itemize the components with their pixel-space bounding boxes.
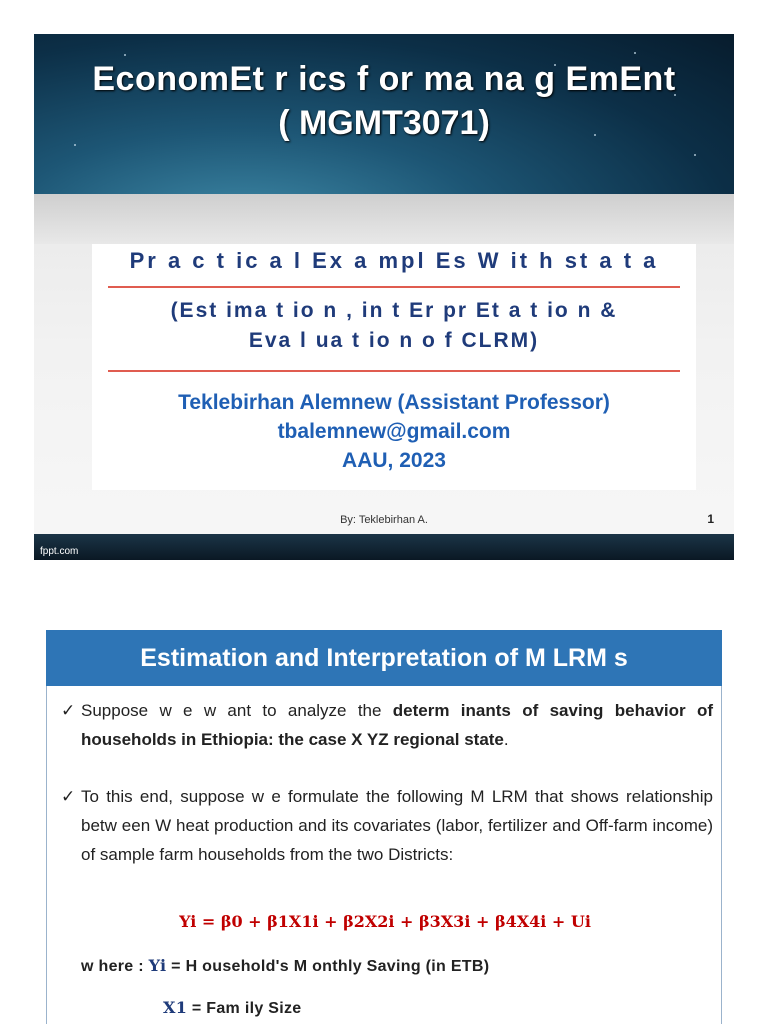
bullet-text-bold: determ inants of saving behavior of households in Ethiopia: the case X YZ regional state bbox=[81, 701, 713, 749]
bullet-determinants bbox=[61, 696, 713, 754]
content-box bbox=[46, 686, 722, 1024]
author-name: Teklebirhan Alemnew (Assistant Professor) bbox=[178, 391, 610, 414]
divider-bottom bbox=[108, 370, 680, 372]
where-definition-text: = H ousehold's M onthly Saving (in ETB) bbox=[166, 958, 490, 975]
variable-x1: X1 bbox=[163, 998, 188, 1017]
subtitle-2-line-2: Eva l ua t io n o f CLRM) bbox=[248, 329, 540, 352]
slide-subtitle-2 bbox=[92, 296, 696, 356]
regression-equation: Yi = β0 + β1X1i + β2X2i + β3X3i + β4X4i + Ui bbox=[179, 912, 591, 931]
affiliation: AAU, 2023 bbox=[342, 449, 446, 472]
where-definition bbox=[81, 956, 489, 976]
slide-footer: By: Teklebirhan A. bbox=[340, 514, 428, 526]
author-email: tbalemnew@gmail.com bbox=[277, 420, 511, 443]
bullet-model bbox=[61, 782, 713, 869]
bullet-text-end: . bbox=[503, 730, 509, 749]
section-header: Estimation and Interpretation of M LRM s bbox=[46, 630, 722, 686]
bottom-bar bbox=[34, 534, 734, 560]
author-block bbox=[92, 388, 696, 475]
checkmark-icon: ✓ bbox=[61, 701, 76, 720]
bullet-text bbox=[81, 696, 713, 754]
title-slide bbox=[34, 34, 734, 560]
where-label: w here : bbox=[81, 958, 149, 975]
checkmark-icon: ✓ bbox=[61, 787, 76, 806]
banner-fade bbox=[34, 194, 734, 244]
bullet-text: To this end, suppose w e formulate the following M LRM that shows relationship betw een W heat production and its covariates (labor, fertilizer and Off-farm income) of sample farm households from the two Districts: bbox=[81, 787, 713, 864]
subtitle-2-line-1: (Est ima t io n , in t Er pr Et a t io n & bbox=[170, 299, 618, 322]
brand-label: fppt.com bbox=[40, 546, 79, 557]
bullet-text-plain: Suppose w e w ant to analyze the bbox=[81, 701, 393, 720]
slide-subtitle: Pr a c t ic a l Ex a mpl Es W it h st a t a bbox=[129, 248, 659, 273]
title-card bbox=[92, 244, 696, 490]
course-code: ( MGMT3071) bbox=[278, 104, 490, 142]
x1-definition bbox=[163, 998, 301, 1018]
x1-definition-text: = Fam ily Size bbox=[187, 1000, 302, 1017]
page-number: 1 bbox=[707, 512, 714, 526]
divider-top bbox=[108, 286, 680, 288]
slide-title: EconomEt r ics f or ma na g EmEnt bbox=[92, 60, 676, 98]
variable-y: Yi bbox=[148, 956, 167, 975]
